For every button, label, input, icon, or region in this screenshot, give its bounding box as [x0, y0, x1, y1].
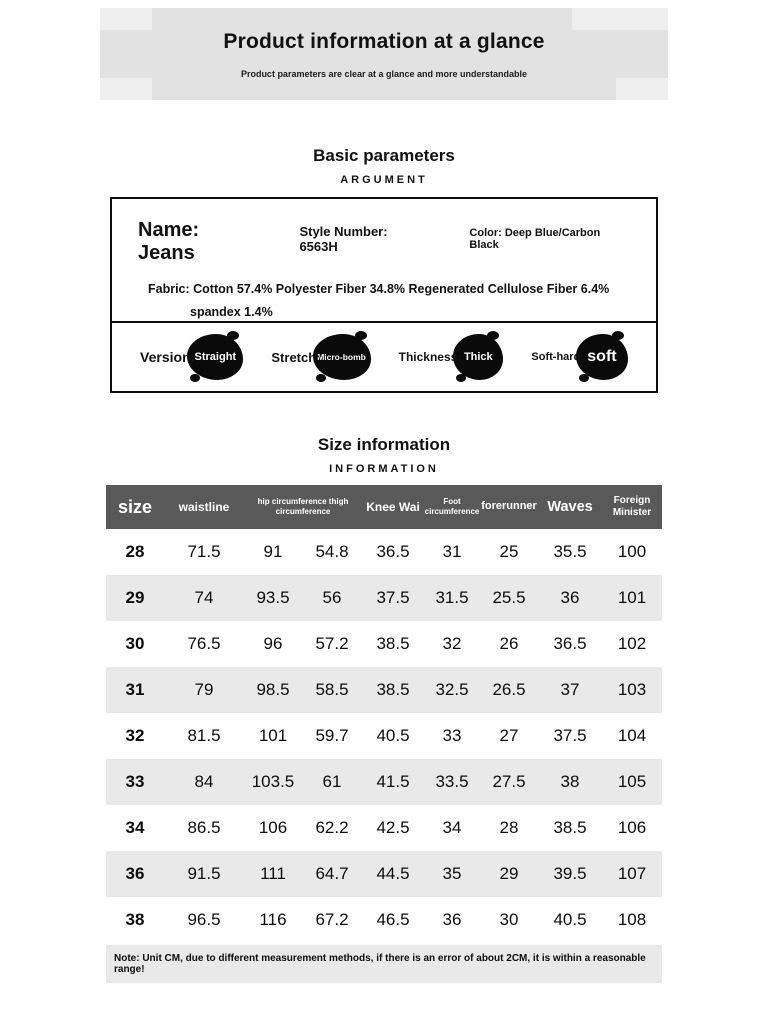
table-cell: 28 [125, 542, 145, 561]
table-cell: 59.7 [315, 726, 349, 745]
table-cell: 93.5 [256, 588, 290, 607]
column-header: Foot circumference [424, 485, 480, 529]
table-cell: 31 [442, 542, 462, 561]
size-table [106, 485, 662, 943]
table-cell: 25.5 [492, 588, 526, 607]
table-cell: 106 [617, 818, 647, 837]
table-cell: 54.8 [315, 542, 349, 561]
table-cell: 67.2 [315, 910, 349, 929]
table-cell: 41.5 [376, 772, 410, 791]
size-table-body [106, 529, 662, 943]
table-cell: 105 [617, 772, 647, 791]
table-cell: 64.7 [315, 864, 349, 883]
table-cell: 37.5 [553, 726, 587, 745]
page-subtitle: Product parameters are clear at a glance and more understandable [240, 69, 528, 79]
table-cell: 102 [617, 634, 647, 653]
table-cell: 103 [617, 680, 647, 699]
product-name-row [138, 219, 630, 265]
table-cell: 27.5 [492, 772, 526, 791]
table-cell: 37.5 [376, 588, 410, 607]
table-cell: 33 [125, 772, 145, 791]
table-cell: 37 [560, 680, 580, 699]
table-cell: 86.5 [187, 818, 221, 837]
fabric-composition-line1: Fabric: Cotton 57.4% Polyester Fiber 34.8% Regenerated Cellulose Fiber 6.4% [148, 282, 610, 296]
table-cell: 46.5 [376, 910, 410, 929]
banner-corner-decoration [100, 78, 152, 100]
table-cell: 30 [125, 634, 145, 653]
column-header: waistline [164, 485, 244, 529]
table-cell: 36 [125, 864, 145, 883]
table-cell: 104 [617, 726, 647, 745]
table-cell: 96.5 [187, 910, 221, 929]
table-row [106, 805, 662, 851]
table-cell: 57.2 [315, 634, 349, 653]
table-cell: 58.5 [315, 680, 349, 699]
table-cell: 61 [322, 772, 342, 791]
size-table-container [106, 485, 662, 983]
attribute-label: Version: [140, 349, 196, 365]
basic-parameters-heading [0, 146, 768, 186]
table-cell: 107 [617, 864, 647, 883]
attribute-stretch [271, 334, 370, 380]
column-header: Waves [538, 485, 602, 529]
fabric-composition-line2: spandex 1.4% [190, 305, 273, 319]
table-row [106, 851, 662, 897]
size-information-heading [0, 435, 768, 475]
attribute-thickness [399, 334, 504, 380]
page-title: Product information at a glance [223, 30, 545, 53]
table-cell: 91 [263, 542, 283, 561]
banner-corner-decoration [616, 78, 668, 100]
table-cell: 27 [499, 726, 519, 745]
product-color: Color: Deep Blue/Carbon Black [469, 227, 601, 251]
column-header: size [106, 485, 164, 529]
table-cell: 101 [617, 588, 647, 607]
table-row [106, 897, 662, 943]
basic-parameters-top [112, 199, 656, 319]
ink-splash-badge: Thick [453, 334, 503, 380]
table-cell: 31.5 [435, 588, 469, 607]
ink-splash-badge: Straight [187, 334, 243, 380]
ink-splash-badge: Micro-bomb [313, 334, 371, 380]
table-cell: 108 [617, 910, 647, 929]
table-cell: 36 [560, 588, 580, 607]
table-cell: 38 [125, 910, 145, 929]
table-cell: 29 [125, 588, 145, 607]
table-cell: 35 [442, 864, 462, 883]
table-cell: 35.5 [553, 542, 587, 561]
table-cell: 36.5 [553, 634, 587, 653]
table-row [106, 713, 662, 759]
table-cell: 106 [258, 818, 288, 837]
table-cell: 116 [259, 910, 287, 929]
table-cell: 79 [194, 680, 214, 699]
table-cell: 56 [322, 588, 342, 607]
table-cell: 38 [560, 772, 580, 791]
table-cell: 26 [499, 634, 519, 653]
size-table-head [106, 485, 662, 529]
table-cell: 38.5 [376, 634, 410, 653]
table-cell: 84 [194, 772, 214, 791]
attribute-row [112, 321, 656, 391]
basic-parameters-box [110, 197, 658, 393]
table-row [106, 667, 662, 713]
attribute-label: Stretch: [271, 349, 321, 365]
table-cell: 34 [442, 818, 462, 837]
table-cell: 32 [442, 634, 462, 653]
table-cell: 33 [442, 726, 462, 745]
table-cell: 34 [125, 818, 145, 837]
column-header: forerunner [480, 485, 538, 529]
table-cell: 40.5 [376, 726, 410, 745]
table-cell: 91.5 [187, 864, 221, 883]
table-cell: 81.5 [187, 726, 221, 745]
table-cell: 26.5 [492, 680, 526, 699]
section-subtitle: ARGUMENT [340, 174, 428, 186]
attribute-label: Soft-hard: [531, 351, 584, 363]
column-header: Knee Wai [362, 485, 424, 529]
attribute-label: Thickness: [398, 350, 462, 364]
table-cell: 100 [617, 542, 647, 561]
table-cell: 32.5 [435, 680, 469, 699]
table-row [106, 575, 662, 621]
table-cell: 101 [258, 726, 288, 745]
table-cell: 33.5 [435, 772, 469, 791]
table-cell: 111 [260, 864, 286, 883]
section-title: Size information [317, 435, 451, 454]
banner [100, 8, 668, 100]
table-cell: 76.5 [187, 634, 221, 653]
size-table-header-row [106, 485, 662, 529]
table-cell: 29 [499, 864, 519, 883]
table-row [106, 621, 662, 667]
measurement-note: Note: Unit CM, due to different measurement methods, if there is an error of about 2CM, it is within a reasonable range! [106, 945, 662, 983]
table-cell: 44.5 [376, 864, 410, 883]
table-cell: 31 [125, 680, 145, 699]
table-cell: 42.5 [376, 818, 410, 837]
table-cell: 39.5 [553, 864, 587, 883]
section-subtitle: INFORMATION [329, 463, 439, 475]
style-number: Style Number: 6563H [299, 224, 388, 254]
ink-splash-badge: soft [576, 334, 628, 380]
section-title: Basic parameters [313, 146, 455, 165]
table-cell: 38.5 [376, 680, 410, 699]
attribute-version [140, 334, 243, 380]
table-cell: 62.2 [315, 818, 349, 837]
table-cell: 36 [442, 910, 462, 929]
table-cell: 71.5 [187, 542, 221, 561]
table-cell: 98.5 [256, 680, 290, 699]
table-cell: 38.5 [553, 818, 587, 837]
column-header: Foreign Minister [602, 485, 662, 529]
table-cell: 74 [194, 588, 214, 607]
column-header: hip circumference thigh circumference [244, 485, 362, 529]
table-cell: 40.5 [553, 910, 587, 929]
table-cell: 103.5 [251, 772, 295, 791]
table-cell: 30 [499, 910, 519, 929]
table-cell: 25 [499, 542, 519, 561]
table-cell: 96 [263, 634, 283, 653]
table-row [106, 529, 662, 575]
table-cell: 32 [125, 726, 145, 745]
table-cell: 28 [499, 818, 519, 837]
attribute-softness [531, 334, 628, 380]
table-cell: 36.5 [376, 542, 410, 561]
table-row [106, 759, 662, 805]
product-name: Name: Jeans [138, 219, 200, 264]
